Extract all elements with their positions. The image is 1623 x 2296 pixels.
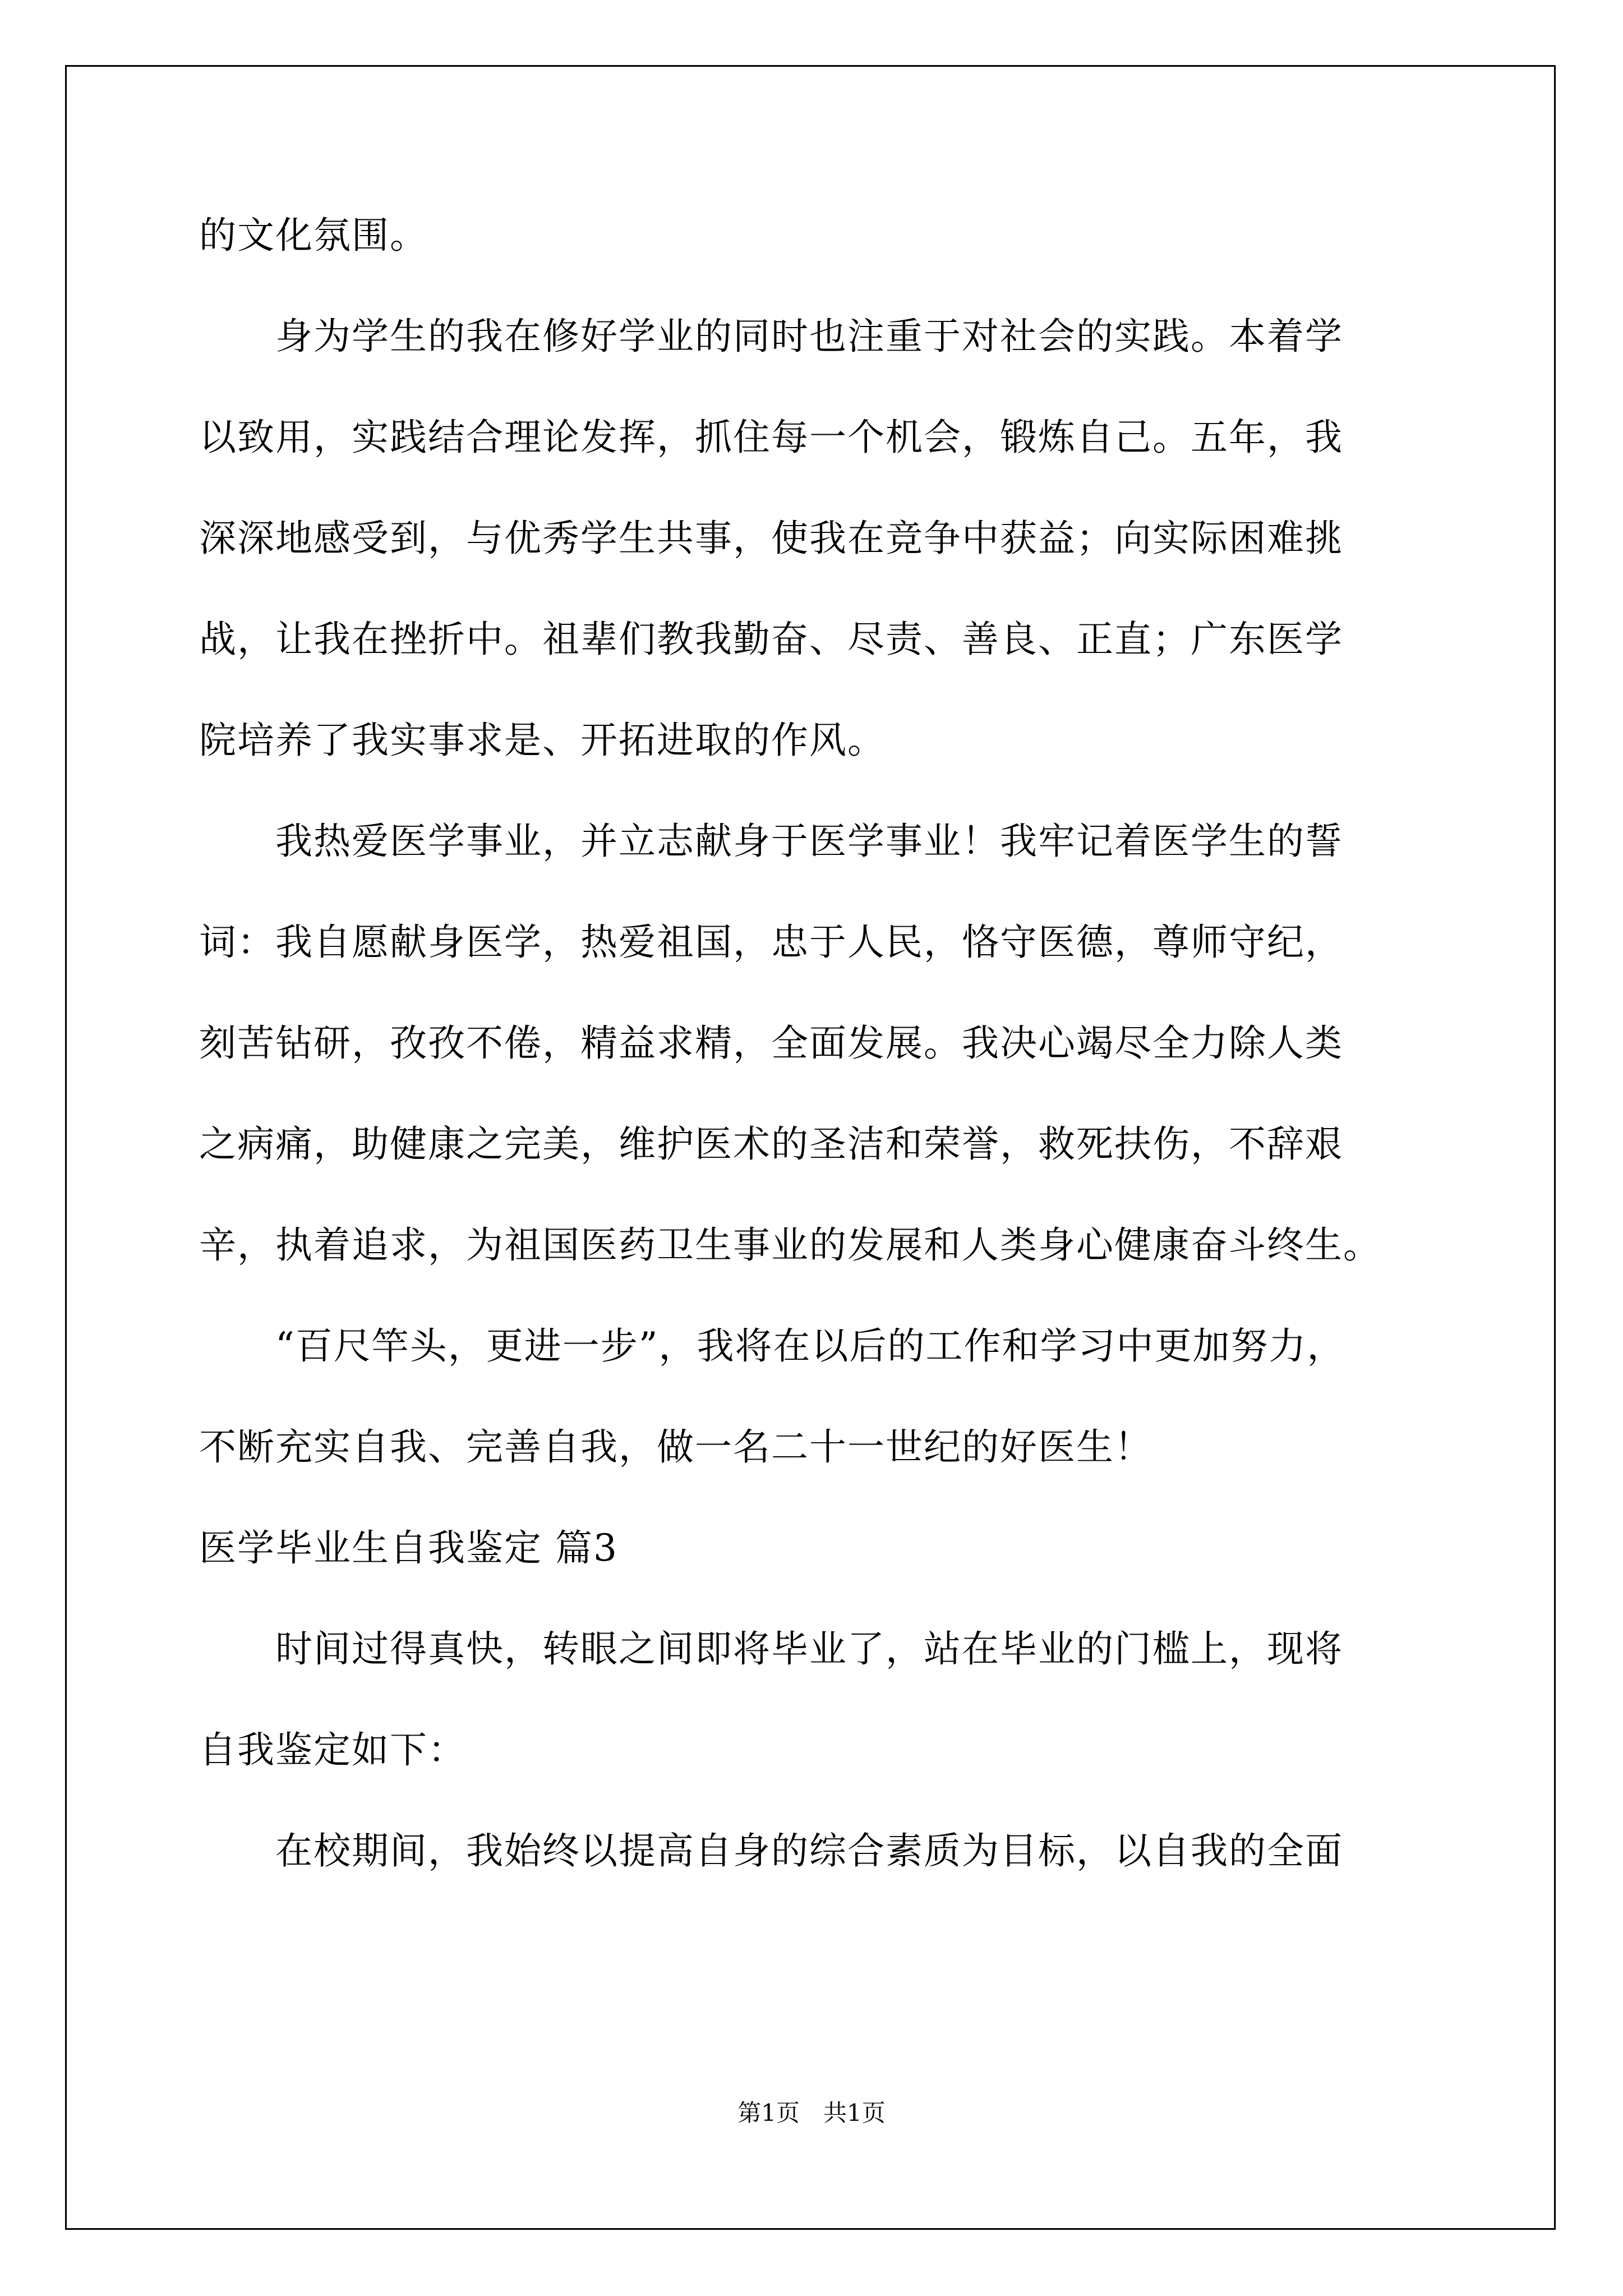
- text-line: 身为学生的我在修好学业的同时也注重于对社会的实践。本着学: [199, 315, 1343, 358]
- text-line: 辛，执着追求，为祖国医药卫生事业的发展和人类身心健康奋斗终生。: [199, 1223, 1381, 1267]
- text-line: 我热爱医学事业，并立志献身于医学事业！我牢记着医学生的誓: [199, 820, 1343, 863]
- text-line: 自我鉴定如下：: [199, 1728, 466, 1772]
- text-line: 深深地感受到，与优秀学生共事，使我在竞争中获益；向实际困难挑: [199, 517, 1343, 560]
- page-footer: 第1页 共1页: [737, 2099, 886, 2127]
- text-line: 以致用，实践结合理论发挥，抓住每一个机会，锻炼自己。五年，我: [199, 416, 1343, 459]
- text-line: 之病痛，助健康之完美，维护医术的圣洁和荣誉，救死扶伤，不辞艰: [199, 1122, 1343, 1166]
- text-line: 战，让我在挫折中。祖辈们教我勤奋、尽责、善良、正直；广东医学: [199, 618, 1343, 661]
- text-line: 院培养了我实事求是、开拓进取的作风。: [199, 719, 886, 762]
- text-line: 的文化氛围。: [199, 214, 428, 257]
- text-line: 词：我自愿献身医学，热爱祖国，忠于人民，恪守医德，尊师守纪，: [199, 921, 1343, 964]
- text-line: 时间过得真快，转眼之间即将毕业了，站在毕业的门槛上，现将: [199, 1627, 1343, 1671]
- text-line: 在校期间，我始终以提高自身的综合素质为目标，以自我的全面: [199, 1829, 1343, 1872]
- text-line: 刻苦钻研，孜孜不倦，精益求精，全面发展。我决心竭尽全力除人类: [199, 1022, 1343, 1065]
- text-line: 不断充实自我、完善自我，做一名二十一世纪的好医生！: [199, 1425, 1152, 1469]
- section-heading: 医学毕业生自我鉴定 篇3: [199, 1526, 618, 1570]
- text-line: “百尺竿头，更进一步”，我将在以后的工作和学习中更加努力，: [199, 1324, 1345, 1368]
